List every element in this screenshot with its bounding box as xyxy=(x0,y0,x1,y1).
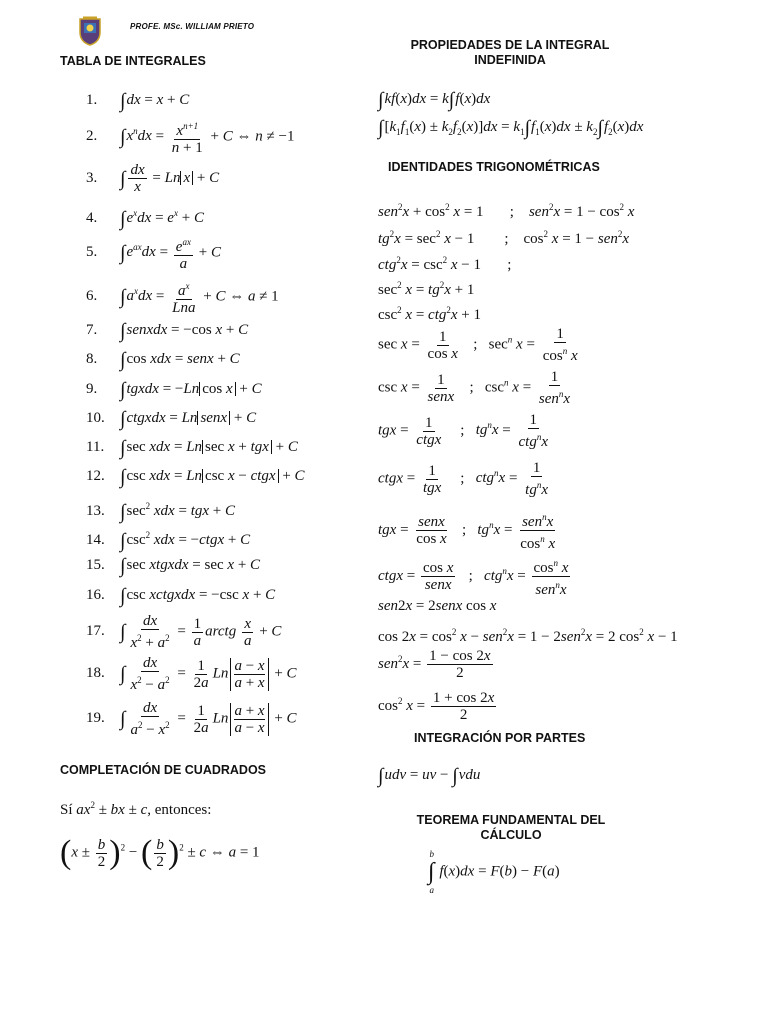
squares-statement: Sí $ax^2$ ± bx ± c, entonces: xyxy=(60,800,212,818)
integral-12: 12. ∫csc xdx = Ln csc x − ctgx + C xyxy=(86,466,305,488)
integral-8: 8. ∫cos xdx = senx + C xyxy=(86,349,240,371)
integral-number: 15. xyxy=(86,557,105,573)
integral-13: 13. $\int\sec^2$ xdx = tgx + C xyxy=(86,501,235,523)
trig-identity-2: $tg^2x = \sec^2 x - 1$ ; $\cos^2 x = 1 - sen^2x$ xyxy=(378,229,630,247)
integral-7: 7. ∫senxdx = −cos x + C xyxy=(86,320,249,342)
props-title-line-2: INDEFINIDA xyxy=(474,53,546,67)
integral-number: 12. xyxy=(86,468,105,484)
integration-by-parts: ∫udv = uv − ∫vdu xyxy=(378,765,481,787)
integral-2: 2. $\int x^ndx$ = $\frac{x^{n+1}}{n + 1}$ + C ⇔ n ≠ −1 xyxy=(86,118,294,156)
fundamental-theorem: b ∫ a f(x)dx = F(b) − F(a) xyxy=(428,849,560,895)
squares-title: COMPLETACIÓN DE CUADRADOS xyxy=(60,763,267,777)
integral-number: 5. xyxy=(86,244,98,261)
entonces-label: , entonces: xyxy=(147,802,212,818)
ftc-title xyxy=(396,813,626,843)
integral-number: 19. xyxy=(86,710,105,727)
integral-1: 1. ∫dx = x + C xyxy=(86,90,190,112)
integral-17: 17. ∫ $\frac{dx}{x^2 + a^2}$ = $\frac{1}{a}$ arctg $\frac{x}{a}$ + C xyxy=(86,613,282,651)
integral-number: 14. xyxy=(86,532,105,548)
author-header: PROFE. MSc. WILLIAM PRIETO xyxy=(130,22,255,31)
integral-14: 14. $\int\csc^2$ xdx = −ctgx + C xyxy=(86,530,251,552)
integral-3: 3. ∫ $\frac{dx}{x}$ = Ln x + C xyxy=(86,162,220,195)
trig-identity-4: $\sec^2 x = tg^2x + 1$ xyxy=(378,280,475,298)
integral-number: 6. xyxy=(86,288,98,305)
integral-number: 1. xyxy=(86,92,98,108)
trig-identity-10: tgx = $\frac{\text{senx}}{\text{cos x}}$ ; $tg^nx$ = $\frac{sen^nx}{\cos^n x}$ xyxy=(378,509,559,552)
integral-19: 19. ∫ $\frac{dx}{a^2 - x^2}$ = $\frac{1}{2a}$ Ln $\frac{a + x}{a - x}$ + C xyxy=(86,700,297,738)
props-title-line-1: PROPIEDADES DE LA INTEGRAL xyxy=(410,38,610,52)
integral-4: 4. $\int e^xdx = e^x + C$ xyxy=(86,208,204,230)
integral-number: 4. xyxy=(86,210,98,226)
integral-number: 8. xyxy=(86,351,98,367)
integral-9: 9. ∫tgxdx = −Ln cos x + C xyxy=(86,379,262,401)
integral-number: 10. xyxy=(86,410,105,426)
integral-11: 11. ∫sec xdx = Ln sec x + tgx + C xyxy=(86,437,298,459)
trig-identity-5: $\csc^2 x = ctg^2x + 1$ xyxy=(378,305,482,323)
integral-number: 16. xyxy=(86,587,105,603)
integral-number: 9. xyxy=(86,381,98,397)
trig-identity-11: ctgx = $\frac{\text{cos x}}{\text{senx}}$ ; ctg$^n$x = $\frac{\cos^n x}{sen^nx}$ xyxy=(378,555,572,598)
trig-identity-14: sen$^2$x = $\frac{1 - \cos 2x}{2}$ xyxy=(378,648,491,681)
props-title xyxy=(390,38,630,68)
property-constant: ∫kf(x)dx = k∫f(x)dx xyxy=(378,89,491,111)
property-linearity: $\int[k_1f_1(x) \pm k_2f_2(x)]dx = k_1\int f_1(x)dx \pm k_2\int f_2(x)dx$ xyxy=(378,117,644,139)
trig-identity-7: csc x = $\frac{1}{\text{senx}}$ ; $\csc^n x$ = $\frac{1}{sen^nx}$ xyxy=(378,369,571,407)
integral-6: 6. $\int a^xdx$ = $\frac{a^x}{\text{Lna}}$ + C ⇔ a ≠ 1 xyxy=(86,278,279,316)
trig-identity-13: $\cos 2x = \cos^2 x - sen^2x = 1 - 2sen^2x = 2$ $\cos^2 x - 1$ xyxy=(378,627,678,645)
integral-15: 15. ∫sec xtgxdx = sec x + C xyxy=(86,555,261,577)
trig-identity-6: sec x = $\frac{1}{\text{cos x}}$ ; $\sec^n x$ = $\frac{1}{\cos^n x}$ xyxy=(378,326,578,364)
table-title: TABLA DE INTEGRALES xyxy=(60,54,206,68)
integral-18: 18. ∫ $\frac{dx}{x^2 - a^2}$ = $\frac{1}{2a}$ Ln $\frac{a - x}{a + x}$ + C xyxy=(86,655,297,693)
integral-number: 2. xyxy=(86,128,98,145)
trig-identity-9: ctgx = $\frac{1}{\text{tgx}}$ ; ctg$^n$x = $\frac{1}{tg^nx}$ xyxy=(378,460,549,498)
integral-number: 18. xyxy=(86,665,105,682)
trig-title: IDENTIDADES TRIGONOMÉTRICAS xyxy=(388,160,600,174)
trig-identity-1: $sen^2x + \cos^2 x = 1$ ; $sen^2x = 1 - \cos^2 x$ xyxy=(378,202,635,220)
integral-10: 10. ∫ctgxdx = Ln senx + C xyxy=(86,408,257,430)
integral-number: 7. xyxy=(86,322,98,338)
trig-identity-3: $ctg^2x = \csc^2 x - 1$ ; xyxy=(378,255,512,273)
integral-16: 16. ∫csc xctgxdx = −csc x + C xyxy=(86,585,276,607)
parts-title: INTEGRACIÓN POR PARTES xyxy=(414,731,586,745)
ftc-title-line-2: CÁLCULO xyxy=(480,828,542,842)
integral-5: 5. $\int e^{ax}dx$ = $\frac{e^{ax}}{a}$ + C xyxy=(86,234,221,272)
integral-number: 13. xyxy=(86,503,105,519)
integral-number: 11. xyxy=(86,439,105,455)
si-label: Sí xyxy=(60,802,73,818)
crest-logo xyxy=(78,16,102,46)
trig-identity-8: tgx = $\frac{1}{\text{ctgx}}$ ; $tg^nx$ = $\frac{1}{ctg^nx}$ xyxy=(378,412,549,450)
ftc-title-line-1: TEOREMA FUNDAMENTAL DEL xyxy=(416,813,606,827)
integral-number: 17. xyxy=(86,623,105,640)
squares-formula: (x ± $\frac{b}{2}$ )$^2$ − ( $\frac{b}{2}$ )$^2$ ± c ⇔ a = 1 xyxy=(60,834,260,871)
trig-identity-15: $\cos^2 x$ = $\frac{1 + \cos 2x}{2}$ xyxy=(378,690,495,723)
integral-number: 3. xyxy=(86,169,98,186)
trig-identity-12: sen2x = 2senx cos x xyxy=(378,598,497,614)
